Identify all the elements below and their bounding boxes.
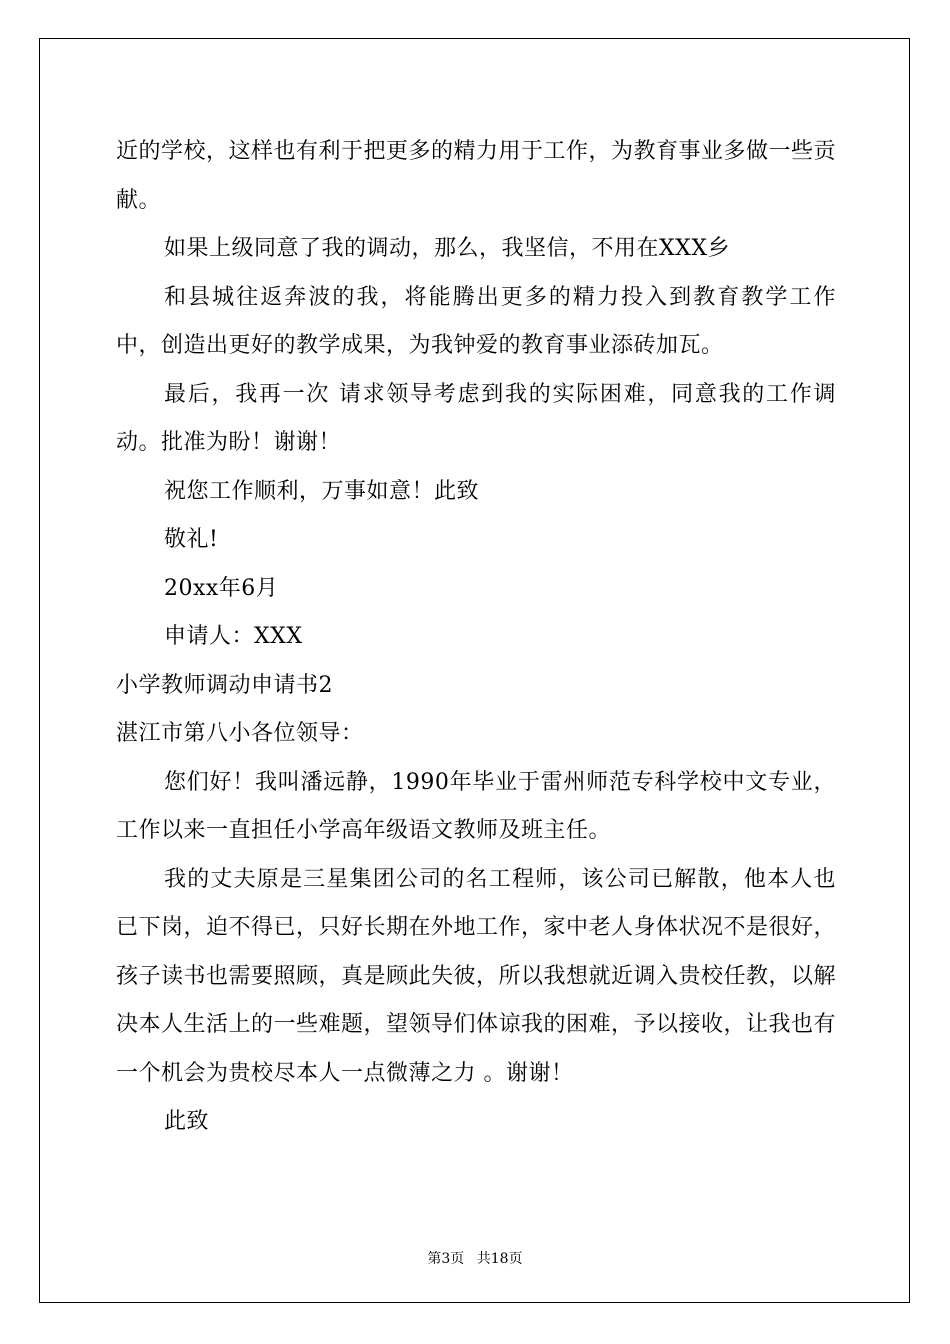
salutation: 湛江市第八小各位领导： — [116, 721, 364, 746]
paragraph-3: 和县城往返奔波的我，将能腾出更多的精力投入到教育教学工作中，创造出更好的教学成果，为我钟爱的教育事业添砖加瓦。 — [116, 284, 836, 358]
paragraph-13: 此致 — [164, 1109, 210, 1134]
paragraph-7: 20xx年6月 — [164, 575, 279, 601]
paragraph-5: 祝您工作顺利，万事如意！此致 — [164, 478, 480, 504]
paragraph-4: 最后，我再一次 请求领导考虑到我的实际困难，同意我的工作调动。批准为盼！谢谢！ — [116, 381, 836, 455]
paragraph-8: 申请人：XXX — [164, 624, 303, 649]
document-body — [116, 128, 836, 1147]
paragraph-1: 近的学校，这样也有利于把更多的精力用于工作，为教育事业多做一些贡献。 — [116, 139, 837, 213]
paragraph-12: 我的丈夫原是三星集团公司的名工程师，该公司已解散，他本人也已下岗，迫不得已，只好长期在外地工作，家中老人身体状况不是很好，孩子读书也需要照顾，真是顾此失彼，所以我想就近调入贵校任教，以解决本人生活上的一些难题，望领导们体谅我的困难，予以接收，让我也有一个机会为贵校尽本人一点微薄之力 。谢谢！ — [116, 866, 837, 1086]
paragraph-2: 如果上级同意了我的调动，那么，我坚信，不用在XXX乡 — [164, 236, 730, 261]
page-number-current: 第3页 — [427, 1251, 465, 1267]
section-title: 小学教师调动申请书2 — [116, 672, 333, 698]
paragraph-6: 敬礼! — [164, 527, 219, 552]
page-number-total: 共18页 — [476, 1251, 523, 1267]
page-footer — [0, 1248, 950, 1268]
paragraph-11: 您们好！我叫潘远静，1990年毕业于雷州师范专科学校中文专业，工作以来一直担任小学高年级语文教师及班主任。 — [116, 769, 836, 843]
